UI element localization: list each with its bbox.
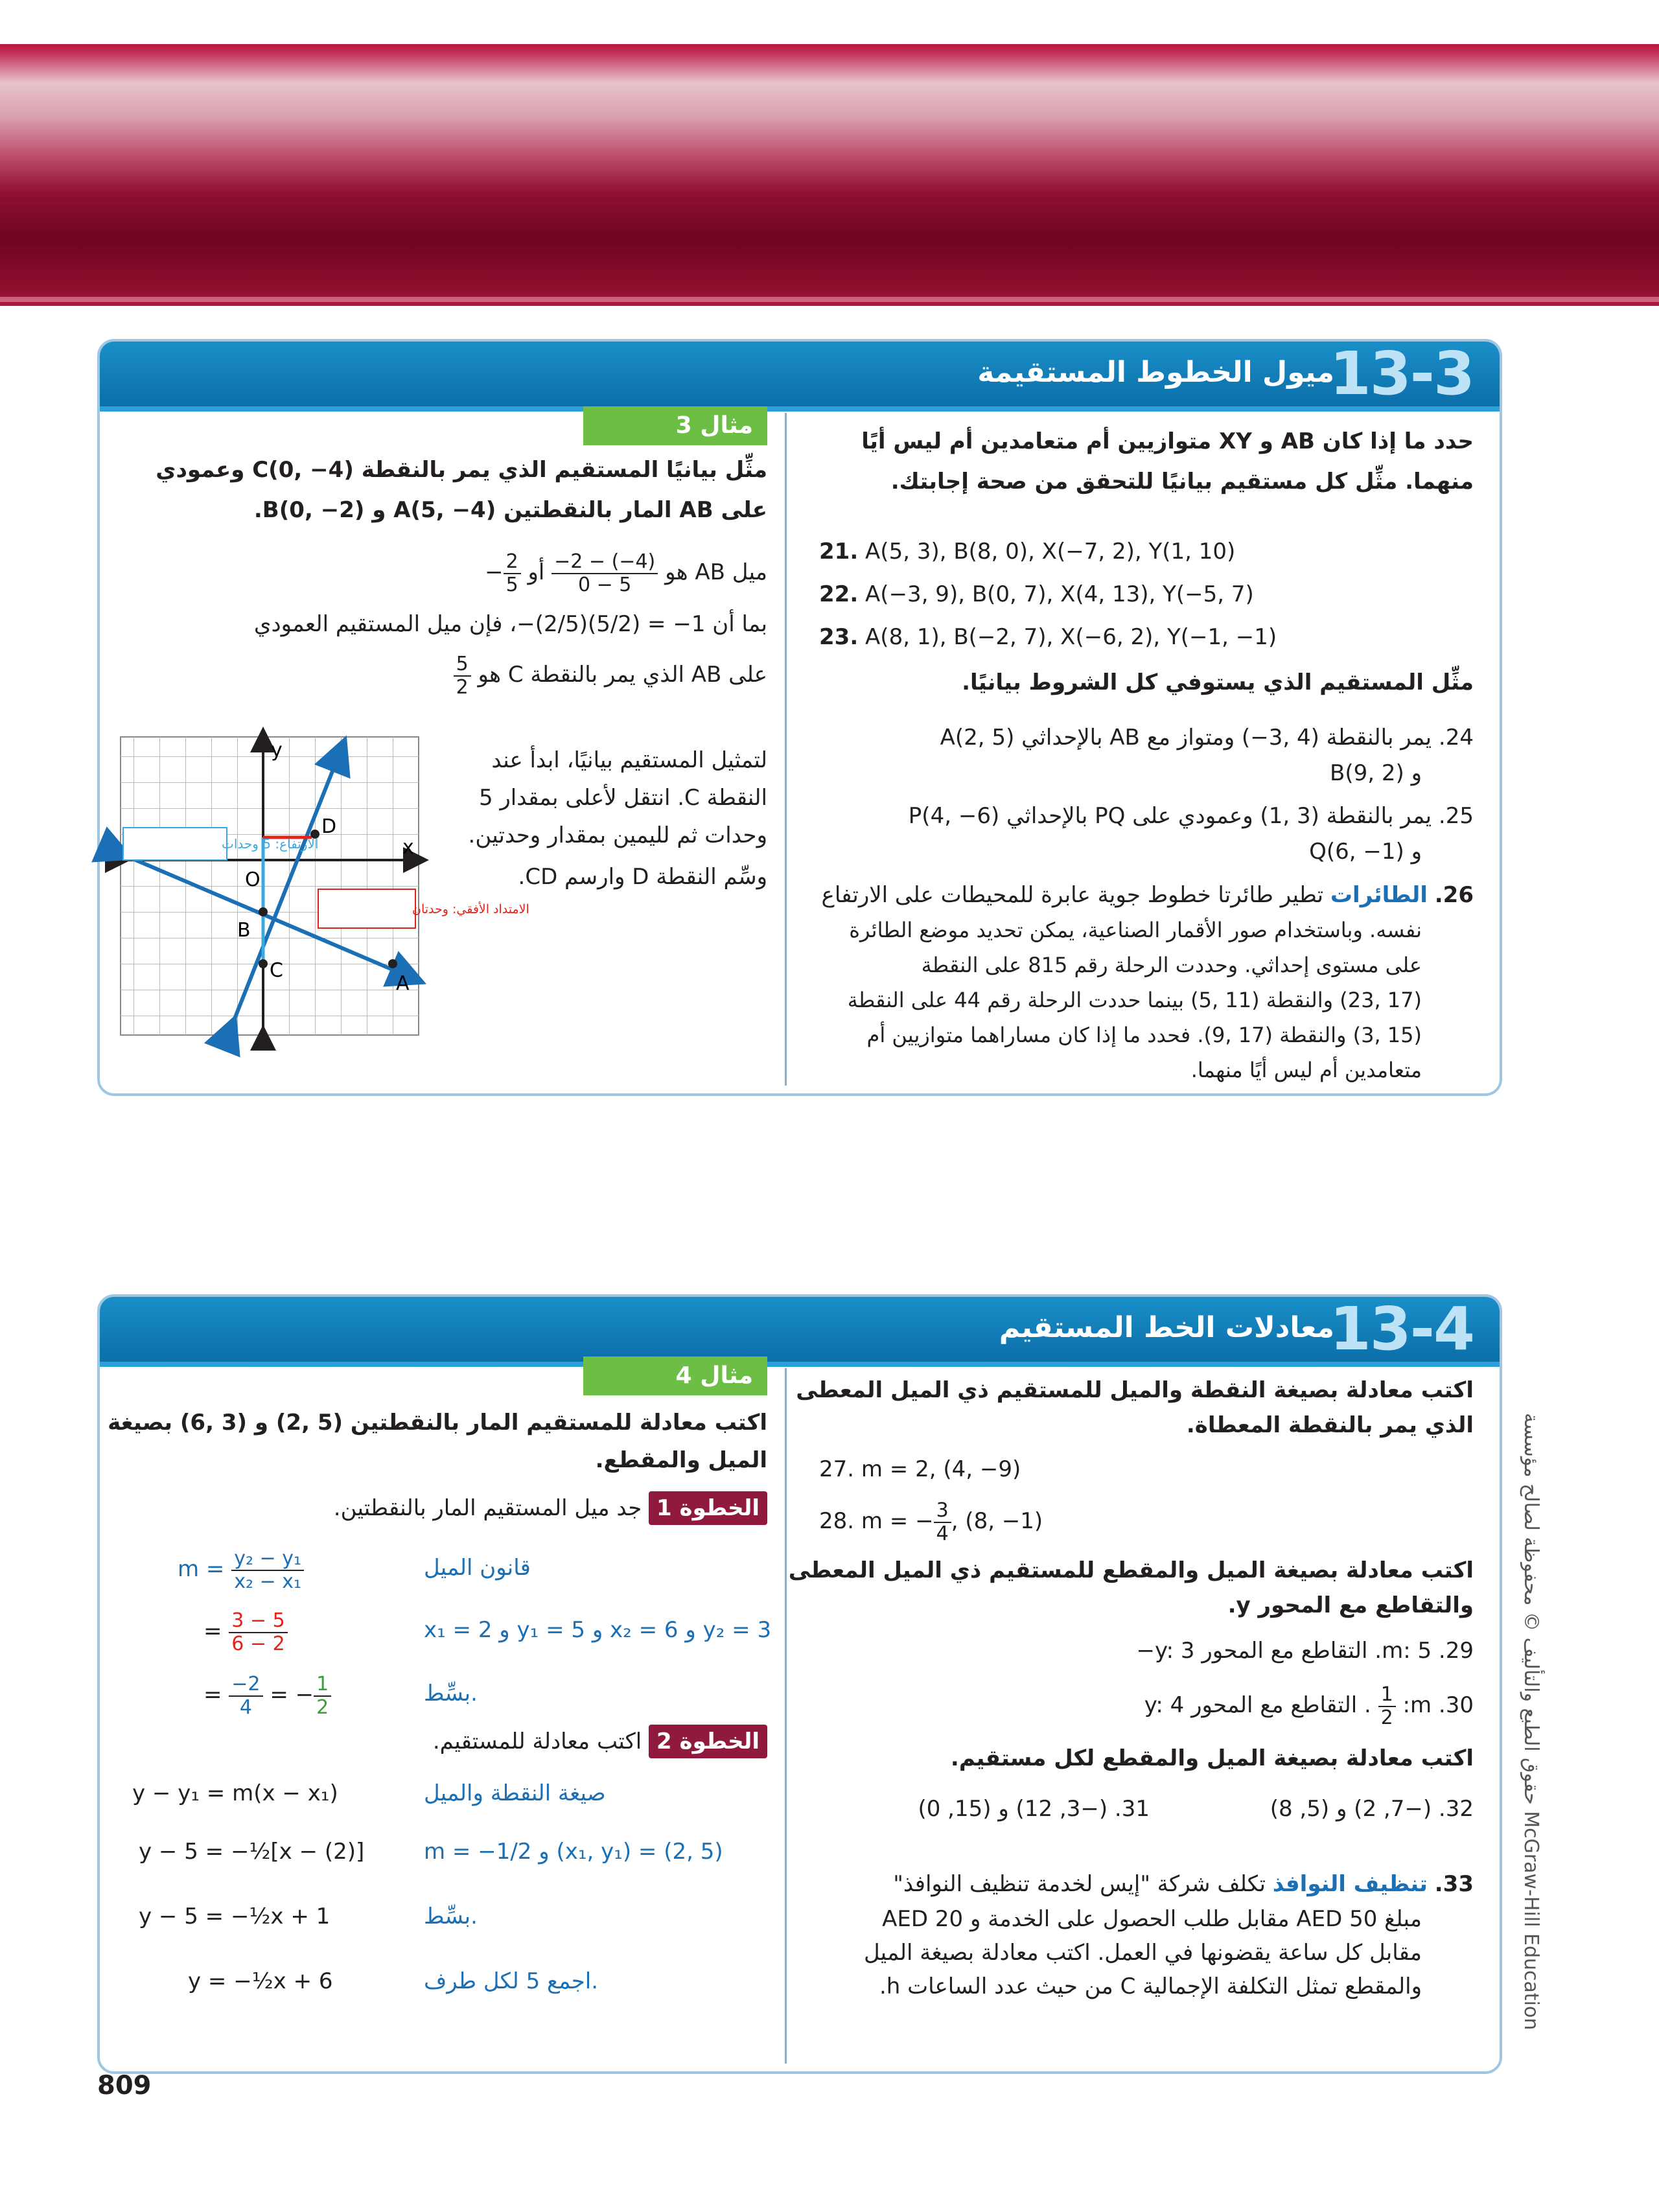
substitution-2-label: m = −1/2 و (x₁, y₁) = (2, 5)	[424, 1839, 723, 1865]
chapter-banner	[0, 44, 1659, 306]
exercise-24-line2: و (2 ,9)B	[1330, 760, 1422, 786]
simplify-2-label: بسِّط.	[424, 1903, 478, 1929]
exercise-26-line2: نفسه. وباستخدام صور الأقمار الصناعية، يمكن تحديد موضع الطائرة	[849, 918, 1422, 942]
lesson-number: 13-3	[1329, 339, 1474, 408]
point-slope-equation: y − y₁ = m(x − x₁)	[132, 1780, 338, 1806]
example-4-label: مثال 4	[583, 1356, 767, 1395]
exercise-26-line1: 26. الطائرات تطير طائرتا خطوط جوية عابرة للمحيطات على الارتفاع	[821, 882, 1474, 908]
exercise-21: 21. A(5, 3), B(8, 0), X(−7, 2), Y(1, 10)	[819, 539, 1236, 565]
add-5-label: اجمع 5 لكل طرف.	[424, 1968, 599, 1994]
exercise-28: 28. m = − $\frac{3}{4}$ , (8, −1)	[819, 1498, 1043, 1545]
point-a	[388, 959, 397, 968]
exercise-26-line5: (15 ,3) والنقطة (17 ,9). فحدد ما إذا كان مساراهما متوازيين أم	[866, 1023, 1422, 1047]
exercise-25-line1: 25. يمر بالنقطة (3 ,1) وعمودي على PQ بالإحداثي (6− ,4)P	[908, 803, 1474, 829]
label-c: C	[270, 959, 283, 982]
instructions-2-line2: والتقاطع مع المحور y.	[1227, 1592, 1474, 1618]
exercise-29: 29. m: 5. التقاطع مع المحور y: 3−	[1136, 1638, 1474, 1664]
coordinate-graph	[108, 730, 529, 1042]
exercise-33-line4: والمقطع تمثل التكلفة الإجمالية C من حيث عدد الساعات h.	[879, 1973, 1422, 1999]
lesson-number: 13-4	[1329, 1294, 1474, 1364]
final-equation: y = −½x + 6	[188, 1968, 333, 1994]
graph-text-4: وسِّم النقطة D وارسم CD.	[518, 864, 767, 890]
graph-text-3: وحدات ثم لليمين بمقدار وحدتين.	[468, 822, 767, 848]
exercise-31: 31. (−3, 12) و (15, 0)	[918, 1796, 1150, 1822]
point-slope-label: صيغة النقطة والميل	[424, 1780, 606, 1806]
page-number: 809	[97, 2071, 152, 2101]
simplified-equation: y − 5 = −½x + 1	[139, 1903, 331, 1929]
label-a: A	[396, 972, 410, 995]
label-d: D	[321, 815, 337, 838]
instructions-2: مثِّل المستقيم الذي يستوفي كل الشروط بيانيًا.	[962, 669, 1474, 695]
instructions-line2: منهما. مثِّل كل مستقيم بيانيًا للتحقق من صحة إجابتك.	[890, 469, 1474, 495]
perp-line2: على AB الذي يمر بالنقطة C هو $\frac{5}{2}$	[454, 649, 767, 701]
rise-label: الارتفاع: 5 وحدات	[222, 836, 319, 852]
exercise-33-line1: 33. تنظيف النوافذ تكلف شركة "إيس لخدمة تنظيف النوافذ"	[893, 1871, 1474, 1897]
copyright-text: حقوق الطبع والتأليف © محفوظة لصالح مؤسسة McGraw-Hill Education	[1520, 1413, 1542, 2031]
lesson-title: ميول الخطوط المستقيمة	[977, 356, 1334, 389]
graph-grid	[121, 737, 419, 1035]
point-c	[259, 959, 268, 968]
label-b: B	[237, 919, 251, 942]
exercise-33-line3: مقابل كل ساعة يقضونها في العمل. اكتب معادلة بصيغة الميل	[863, 1940, 1422, 1966]
exercise-32: 32. (−7, 2) و (5, 8)	[1270, 1796, 1474, 1822]
exercise-22: 22. A(−3, 9), B(0, 7), X(4, 13), Y(−5, 7)	[819, 581, 1254, 607]
exercise-24-line1: 24. يمر بالنقطة (4 ,3−) ومتواز مع AB بالإحداثي (5 ,2)A	[940, 725, 1474, 751]
point-b	[259, 907, 268, 916]
instructions-3: اكتب معادلة بصيغة الميل والمقطع لكل مستقيم.	[950, 1745, 1474, 1771]
lesson-13-3-box	[97, 339, 1502, 1096]
x-label: x	[402, 836, 414, 859]
slope-formula-label: قانون الميل	[424, 1555, 531, 1581]
exercise-23: 23. A(8, 1), B(−2, 7), X(−6, 2), Y(−1, −1)	[819, 624, 1277, 650]
lesson-title: معادلات الخط المستقيم	[999, 1311, 1334, 1344]
substituted-equation: y − 5 = −½[x − (2)]	[139, 1839, 365, 1865]
example-4-prompt-line2: الميل والمقطع.	[595, 1447, 767, 1473]
example-4-prompt-line1: اكتب معادلة للمستقيم المار بالنقطتين (5 ,2) و (3 ,6) بصيغة	[108, 1410, 767, 1436]
exercise-25-line2: و (1− ,6)Q	[1309, 839, 1422, 865]
exercise-26-line3: على مستوى إحداثي. وحددت الرحلة رقم 815 على النقطة	[921, 953, 1422, 977]
exercise-27: 27. m = 2, (4, −9)	[819, 1456, 1021, 1482]
instructions-line1: حدد ما إذا كان AB و XY متوازيين أم متعامدين أم ليس أيًا	[861, 428, 1474, 454]
exercise-26-line6: متعامدين أم ليس أيًا منهما.	[1190, 1058, 1422, 1082]
step-1: الخطوة 1 جد ميل المستقيم المار بالنقطتين.	[334, 1491, 767, 1525]
example-3-label: مثال 3	[583, 406, 767, 445]
step-2-label: الخطوة 2	[649, 1725, 767, 1758]
substitution-step: = $\frac{3 - 5}{6 - 2}$	[203, 1605, 288, 1657]
example-3-prompt-line2: على AB المار بالنقطتين (4− ,5)A و (2− ,0)B.	[253, 497, 767, 523]
lesson-header	[100, 339, 1500, 412]
step-2: الخطوة 2 اكتب معادلة للمستقيم.	[433, 1725, 767, 1758]
y-label: y	[271, 739, 283, 762]
instructions-2-line1: اكتب معادلة بصيغة الميل والمقطع للمستقيم ذي الميل المعطى	[788, 1557, 1474, 1583]
instructions-1-line2: الذي يمر بالنقطة المعطاة.	[1186, 1412, 1474, 1438]
simplify-label: بسِّط.	[424, 1681, 478, 1706]
copyright-sidebar	[1520, 1413, 1562, 2061]
perp-line1: بما أن 1− = (5/2)(2/5)−، فإن ميل المستقيم العمودي	[253, 611, 767, 637]
run-label: الامتداد الأفقي: وحدتان	[412, 902, 529, 916]
column-divider	[785, 413, 787, 1086]
slope-formula: m = $\frac{\text{y₂ − y₁}}{\text{x₂ − x₁}}$	[178, 1543, 304, 1595]
step-1-label: الخطوة 1	[649, 1491, 767, 1525]
lesson-header	[100, 1294, 1500, 1367]
column-divider	[785, 1368, 787, 2064]
graph-text-1: لتمثيل المستقيم بيانيًا، ابدأ عند	[491, 747, 767, 773]
graph-text-2: النقطة C. انتقل لأعلى بمقدار 5	[478, 785, 767, 811]
lesson-13-4-box	[97, 1294, 1502, 2074]
simplify-step: = $\frac{-2}{4}$ = − $\frac{1}{2}$	[203, 1669, 331, 1721]
instructions-1-line1: اكتب معادلة بصيغة النقطة والميل للمستقيم ذي الميل المعطى	[796, 1377, 1474, 1403]
exercise-30: 30. m: $\frac{1}{2}$ . التقاطع مع المحور y: 4	[1144, 1682, 1474, 1729]
exercise-26-line4: (17 ,23) والنقطة (11 ,5) بينما حددت الرحلة رقم 44 على النقطة	[847, 988, 1422, 1012]
example-3-prompt-line1: مثِّل بيانيًا المستقيم الذي يمر بالنقطة (4− ,0)C وعمودي	[156, 457, 767, 483]
origin-label: O	[245, 868, 261, 891]
exercise-33-line2: مبلغ 50 AED مقابل طلب الحصول على الخدمة و 20 AED	[882, 1906, 1422, 1932]
substitution-label: x₁ = 2 و y₁ = 5 و x₂ = 6 و y₂ = 3	[424, 1617, 772, 1643]
slope-ab-line: ميل AB هو $\frac{-2 - (-4)}{0 - 5}$ أو − $\frac{2}{5}$	[485, 550, 767, 596]
